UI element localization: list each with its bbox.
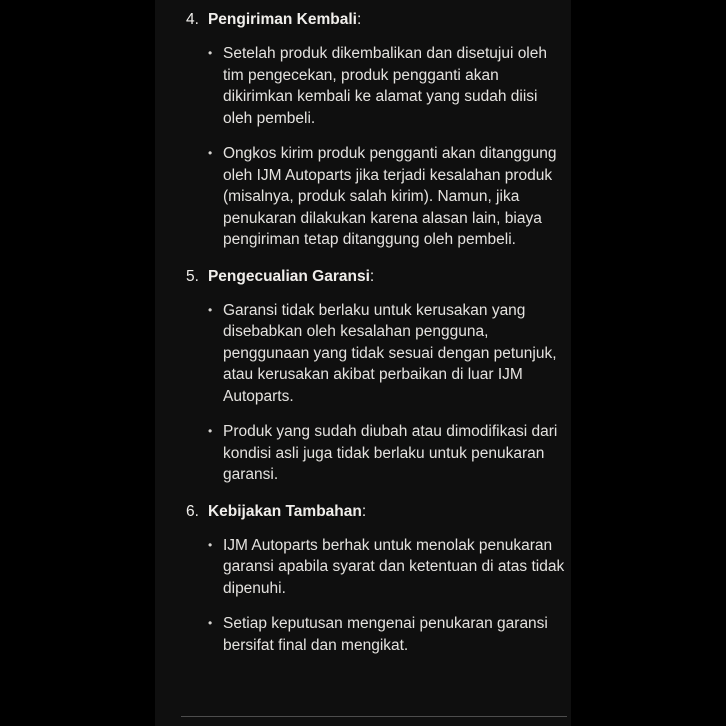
bullet-marker-icon: • (208, 424, 213, 438)
bullet-marker-icon: • (208, 537, 213, 552)
bullet-text: Setelah produk dikembalikan dan disetujui oleh tim pengecekan, produk pengganti akan dikirimkan kembali ke alamat yang sudah diisi oleh pembeli. (223, 45, 547, 127)
bullet-item (155, 43, 571, 129)
bottom-divider (181, 716, 567, 717)
section-number: 5. (186, 267, 199, 285)
policy-document (155, 0, 571, 726)
section-title: Pengiriman Kembali (207, 11, 357, 28)
bullet-text: Garansi tidak berlaku untuk kerusakan yang disebabkan oleh kesalahan pengguna, penggunaan yang tidak sesuai dengan petunjuk, atau kerusakan akibat perbaikan di luar IJM Autoparts. (223, 301, 557, 405)
bullet-item (155, 535, 571, 600)
bullet-item (155, 421, 571, 486)
bullet-marker-icon: • (208, 302, 213, 317)
bullet-marker-icon: • (208, 46, 213, 60)
bullet-text: Ongkos kirim produk pengganti akan ditanggung oleh IJM Autoparts jika terjadi kesalahan produk (misalnya, produk salah kirim). Namun, jika penukaran dilakukan karena alasan lain, biaya pengiriman tetap ditanggung oleh pembeli. (223, 145, 557, 248)
bullet-text: Setiap keputusan mengenai penukaran garansi bersifat final dan mengikat. (223, 615, 548, 654)
section-title-colon: : (369, 267, 375, 285)
bullet-marker-icon: • (208, 616, 213, 630)
bullet-item (155, 143, 571, 251)
section-number: 6. (186, 502, 199, 520)
policy-section (155, 9, 571, 251)
section-number: 4. (186, 11, 199, 28)
section-title: Kebijakan Tambahan (207, 502, 362, 520)
section-heading (155, 266, 571, 287)
bullet-item (155, 613, 571, 656)
section-heading (155, 501, 571, 522)
policy-list (155, 9, 571, 656)
policy-section (155, 266, 571, 486)
section-title-colon: : (356, 11, 362, 28)
section-title-colon: : (361, 502, 367, 520)
policy-section (155, 501, 571, 657)
section-title: Pengecualian Garansi (207, 267, 370, 285)
bullet-marker-icon: • (208, 146, 213, 160)
bullet-text: IJM Autoparts berhak untuk menolak penukaran garansi apabila syarat dan ketentuan di atas tidak dipenuhi. (223, 536, 565, 597)
bullet-item (155, 300, 571, 408)
bullet-text: Produk yang sudah diubah atau dimodifikasi dari kondisi asli juga tidak berlaku untuk penukaran garansi. (223, 423, 558, 483)
section-heading (155, 9, 571, 30)
